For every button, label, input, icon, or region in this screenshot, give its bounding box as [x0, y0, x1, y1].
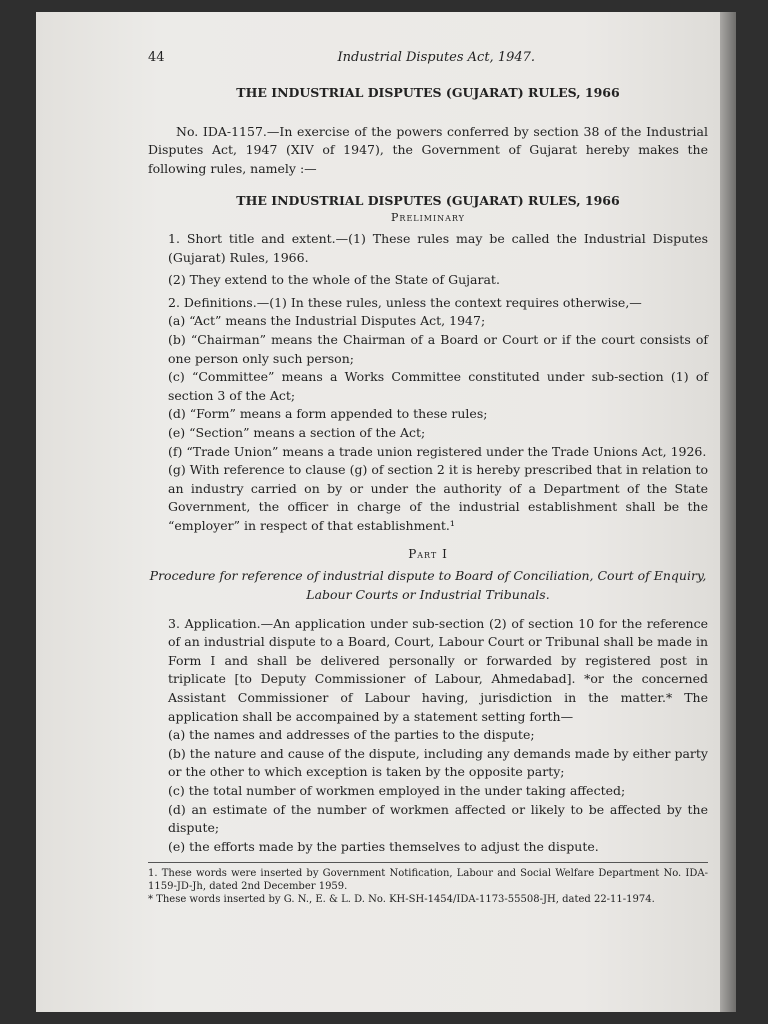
- footnote-divider: [148, 862, 708, 863]
- page-content: [148, 50, 708, 906]
- rule-3-c: (c) the total number of workmen employed in the under taking affected;: [168, 783, 626, 798]
- rule-2-g: (g) With reference to clause (g) of section 2 it is hereby prescribed that in relation to an industry carried on by or under the authority of a Department of the State Government, the officer in charge of the industrial establishment shall be the “employer” in respect of that establishment.¹: [168, 462, 708, 533]
- page-edge-shadow: [720, 12, 736, 1012]
- footnote-2: * These words inserted by G. N., E. & L. D. No. KH-SH-1454/IDA-1173-55508-JH, dated 22-11-1974.: [148, 894, 655, 906]
- rule-2-d: (d) “Form” means a form appended to these rules;: [168, 406, 488, 422]
- running-header: [148, 50, 708, 76]
- part-subtitle: Procedure for reference of industrial dispute to Board of Conciliation, Court of Enquiry, Labour Courts or Industrial Tribunals.: [149, 568, 707, 603]
- rule-1: 1. Short title and extent.—(1) These rules may be called the Industrial Disputes (Gujarat) Rules, 1966.: [168, 230, 708, 265]
- section-title: THE INDUSTRIAL DISPUTES (GUJARAT) RULES, 1966: [236, 193, 620, 209]
- footnote-1: 1. These words were inserted by Government Notification, Labour and Social Welfare Department No. IDA-1159-JD-Jh, dated 2nd December 1959.: [148, 868, 708, 893]
- preamble: No. IDA-1157.—In exercise of the powers conferred by section 38 of the Industrial Disputes Act, 1947 (XIV of 1947), the Government of Gujarat hereby makes the following rules, namely :—: [148, 123, 708, 176]
- rule-3: 3. Application.—An application under sub-section (2) of section 10 for the reference of an industrial dispute to a Board, Court, Labour Court or Tribunal shall be made in Form I and shall be delivered personally or forwarded by registered post in triplicate [to Deputy Commissioner of Labour, Ahmedabad]. *or the concerned Assistant Commissioner of Labour having, jurisdiction in the matter.* The application shall be accompained by a statement setting forth—: [168, 615, 708, 724]
- rule-3-d: (d) an estimate of the number of workmen affected or likely to be affected by the dispute;: [168, 801, 708, 836]
- running-title: Industrial Disputes Act, 1947.: [337, 50, 536, 65]
- preliminary-heading: Preliminary: [391, 210, 465, 224]
- rule-2-c: (c) “Committee” means a Works Committee constituted under sub-section (1) of section 3 of the Act;: [168, 369, 708, 403]
- rule-1-sub-2: (2) They extend to the whole of the State of Gujarat.: [168, 272, 500, 288]
- part-heading: Part I: [408, 547, 448, 562]
- main-title: THE INDUSTRIAL DISPUTES (GUJARAT) RULES, 1966: [236, 85, 620, 100]
- rule-2-a: (a) “Act” means the Industrial Disputes Act, 1947;: [168, 313, 486, 329]
- rule-2-b: (b) “Chairman” means the Chairman of a Board or Court or if the court consists of one person only such person;: [168, 331, 708, 366]
- rule-2-e: (e) “Section” means a section of the Act;: [168, 424, 426, 440]
- rule-3-e: (e) the efforts made by the parties themselves to adjust the dispute.: [168, 838, 599, 854]
- rule-3-b: (b) the nature and cause of the dispute, including any demands made by either party or the other to which exception is taken by the opposite party;: [168, 745, 708, 780]
- rule-3-a: (a) the names and addresses of the parties to the dispute;: [168, 727, 535, 743]
- rule-2: 2. Definitions.—(1) In these rules, unless the context requires otherwise,—: [168, 294, 642, 310]
- rule-2-f: (f) “Trade Union” means a trade union registered under the Trade Unions Act, 1926.: [168, 443, 707, 459]
- page-number: 44: [148, 50, 165, 65]
